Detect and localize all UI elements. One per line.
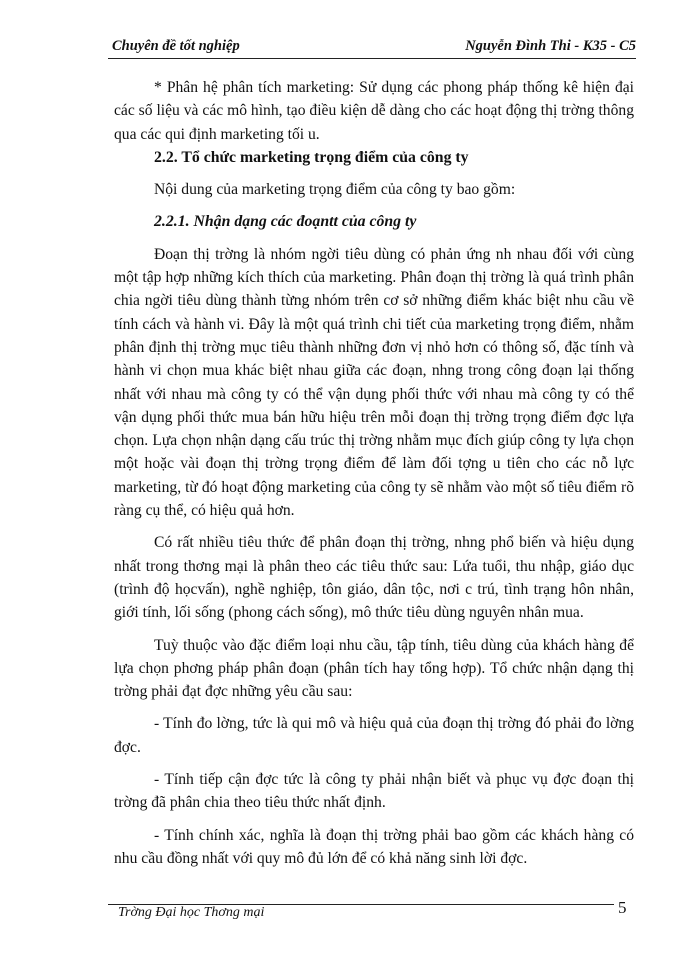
paragraph-requirements: Tuỳ thuộc vào đặc điểm loại nhu cầu, tập tính, tiêu dùng của khách hàng để lựa chọn phơng pháp phân đoạn (phân tích hay tổng hợp). Tổ chức nhận dạng thị trờng phải đạt đợc những yêu cầu sau: [114,636,634,701]
header-thesis-title: Chuyên đề tốt nghiệp [112,38,240,54]
paragraph-analysis-subsystem: * Phân hệ phân tích marketing: Sử dụng các phong pháp thống kê hiện đại các số liệu và các mô hình, tạo điều kiện dễ dàng cho các hoạt động thị trờng thông qua các qui định marketing tối u. [114,79,634,143]
paragraph-intro: Nội dung của marketing trọng điểm của công ty bao gồm: [154,181,516,199]
footer-school: Trờng Đại học Thơng mại [118,905,265,920]
paragraph-market-segment: Đoạn thị trờng là nhóm ngời tiêu dùng có phản ứng nh nhau đối với cùng một tập hợp những kích thích của marketing. Phân đoạn thị trờng là quá trình phân chia ngời tiêu dùng thành từng nhóm trên cơ sở những điểm khác biệt nhu cầu về tính cách và hành vi. Đây là một quá trình chi tiết của marketing trọng điểm, nhằm phân định thị trờng mục tiêu thành những đơn vị nhỏ hơn có thông số, đặc tính và hành vi chọn mua khác biệt nhau giữa các đoạn, nhng trong công đoạn lại thống nhất với nhau mà công ty có thể vận dụng phối thức với nhau mà công ty có thể vận dụng phối thức mua bán hữu hiệu trên mỗi đoạn thị trờng trọng điểm đợc lựa chọn. Lựa chọn nhận dạng cấu trúc thị trờng nhằm mục đích giúp công ty lựa chọn một hoặc vài đoạn thị trờng trọng điểm để làm đối tợng u tiên cho các nỗ lực marketing, từ đó hoạt động marketing của công ty sẽ nhằm vào một số tiêu điểm rõ ràng cụ thể, có hiệu quả hơn. [114,245,634,520]
subsection-heading: 2.2.1. Nhận dạng các đoạntt của công ty [154,213,417,231]
page-header [108,36,636,58]
list-item-accurate: - Tính chính xác, nghĩa là đoạn thị trờng phải bao gồm các khách hàng có nhu cầu đồng nhất với quy mô đủ lớn để có khả năng sinh lời đợc. [114,826,634,867]
list-item-accessible: - Tính tiếp cận đợc tức là công ty phải nhận biết và phục vụ đợc đoạn thị trờng đã phân chia theo tiêu thức nhất định. [114,771,634,812]
section-heading: 2.2. Tổ chức marketing trọng điểm của công ty [154,148,469,166]
page-number: 5 [618,898,627,917]
header-author: Nguyễn Đình Thi - K35 - C5 [465,38,636,54]
list-item-measurable: - Tính đo lờng, tức là qui mô và hiệu quả của đoạn thị trờng đó phải đo lờng đợc. [114,715,634,756]
header-divider [108,58,636,59]
page-body [114,76,634,870]
paragraph-criteria: Có rất nhiều tiêu thức để phân đoạn thị trờng, nhng phổ biến và hiệu dụng nhất trong thơng mại là phân theo các tiêu thức sau: Lứa tuổi, thu nhập, giáo dục (trình độ họcvấn), nghề nghiệp, tôn giáo, dân tộc, nơi c trú, tình trạng hôn nhân, giới tính, lối sống (phong cách sống), mô thức tiêu dùng nguyên nhân mua. [114,534,634,622]
